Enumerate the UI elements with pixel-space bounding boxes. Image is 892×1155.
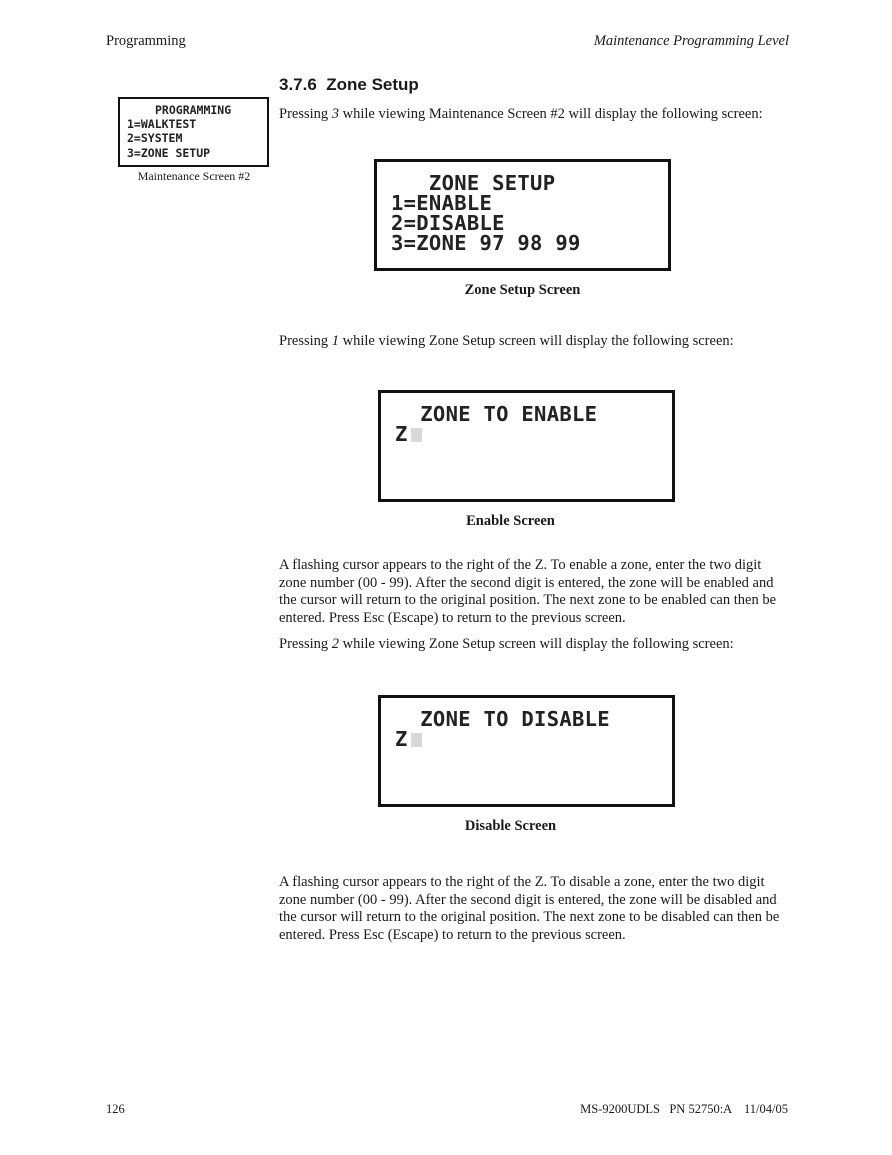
enable-zone-display (378, 390, 675, 502)
disable-zone-display (378, 695, 675, 807)
lcd-line: 2=DISABLE (391, 211, 505, 235)
cursor-block-icon (411, 733, 422, 747)
intro-paragraph (279, 106, 789, 124)
running-header-left: Programming (106, 33, 186, 49)
text-run: Pressing (279, 636, 332, 652)
key-3: 3 (331, 106, 340, 122)
page-number: 126 (106, 1102, 125, 1116)
section-title: 3.7.6 Zone Setup (279, 75, 419, 94)
key-1: 1 (331, 333, 340, 349)
lcd-line: 1=WALKTEST (127, 117, 197, 132)
zone-setup-display (374, 159, 671, 271)
lcd-line: 3=ZONE 97 98 99 (391, 231, 581, 255)
lcd-line: PROGRAMMING (155, 103, 232, 117)
lcd-line: ZONE TO ENABLE (395, 402, 598, 426)
enable-screen-caption: Enable Screen (466, 513, 555, 529)
key-2: 2 (331, 636, 340, 652)
document-id: MS-9200UDLS PN 52750:A 11/04/05 (580, 1102, 788, 1116)
text-run: Pressing (279, 333, 332, 349)
text-run: while viewing Zone Setup screen will display the following screen: (339, 636, 734, 652)
lcd-line (395, 729, 672, 749)
enable-instructions-paragraph: A flashing cursor appears to the right of the Z. To enable a zone, enter the two digit zone number (00 - 99). After the second digit is entered, the zone will be enabled and the cursor will return to the original position. The next zone to be enabled can then be entered. Press Esc (Escape) to return to the previous screen. (279, 557, 777, 626)
lcd-line (395, 424, 672, 444)
running-header-right: Maintenance Programming Level (593, 33, 789, 49)
text-run: while viewing Zone Setup screen will display the following screen: (339, 333, 734, 349)
text-run: Pressing (279, 106, 332, 122)
lcd-line: ZONE SETUP (391, 171, 556, 195)
text-run: while viewing Maintenance Screen #2 will display the following screen: (339, 106, 763, 122)
zone-prefix: Z (395, 727, 408, 751)
zone-prefix: Z (395, 422, 408, 446)
lcd-line: 1=ENABLE (391, 191, 493, 215)
lcd-line: 2=SYSTEM (127, 131, 183, 146)
zone-setup-caption: Zone Setup Screen (464, 282, 581, 298)
lcd-line: 3=ZONE SETUP (127, 145, 211, 160)
maintenance-screen-2-display (118, 97, 269, 167)
disable-screen-caption: Disable Screen (464, 818, 557, 834)
press-2-paragraph (279, 636, 789, 654)
cursor-block-icon (411, 428, 422, 442)
lcd-line: ZONE TO DISABLE (395, 707, 610, 731)
press-1-paragraph (279, 333, 789, 351)
disable-instructions-paragraph: A flashing cursor appears to the right of the Z. To disable a zone, enter the two digit zone number (00 - 99). After the second digit is entered, the zone will be disabled and the cursor will return to the original position. The next zone to be disabled can then be entered. Press Esc (Escape) to return to the previous screen. (279, 874, 780, 943)
maintenance-screen-caption: Maintenance Screen #2 (137, 169, 251, 183)
